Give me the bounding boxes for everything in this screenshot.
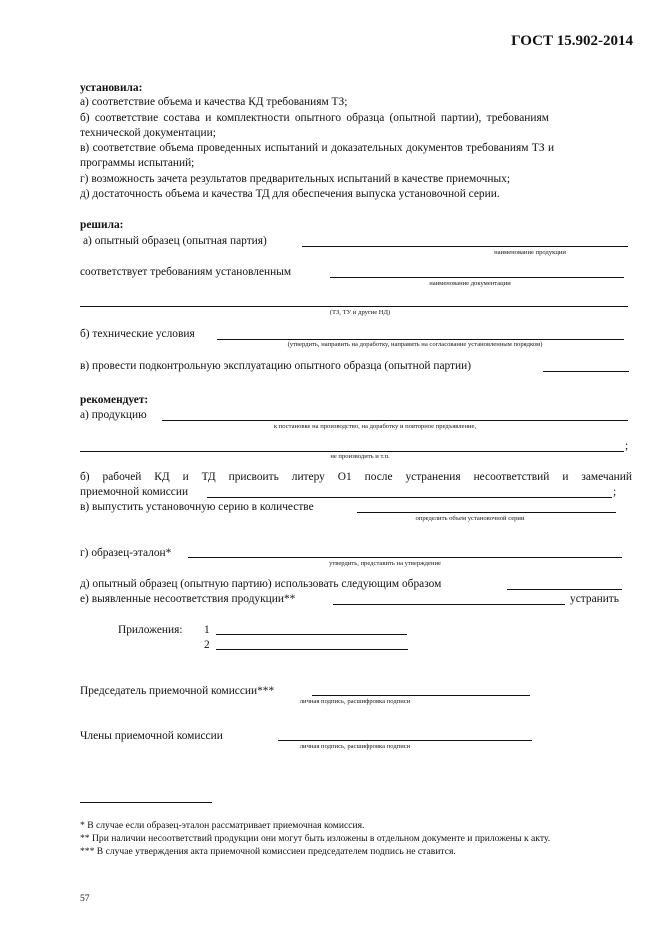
word: и [182,471,189,483]
attachment-number-2: 2 [204,639,210,651]
word: присвоить [228,471,279,483]
members-signature-field[interactable] [278,740,532,741]
footnote-2: ** При наличии несоответствий продукции они могут быть изложены в отдельном документе и приложены к акту. [80,833,551,844]
nonconformities-field[interactable] [333,604,565,605]
series-quantity-caption: определить объем установочной серии [415,515,525,522]
recommends-b-end: ; [613,486,617,498]
decided-c-label: в) провести подконтрольную эксплуатацию опытного образца (опытной партии) [80,360,472,372]
documents-caption: (ТЗ, ТУ и другие НД) [329,309,391,316]
documents-field[interactable] [80,306,628,307]
recommends-b-line2: приемочной комиссии [80,486,189,498]
established-item-d: г) возможность зачета результатов предварительных испытаний в качестве приемочных; [80,173,510,185]
production-decision-caption-2: не производить и т.п. [330,453,390,460]
chairman-signature-field[interactable] [312,695,530,696]
footnote-3: *** В случае утверждения акта приемочной комиссиеи председателем подпись не ставится. [80,846,456,857]
word: ТД [201,471,216,483]
decided-a-label: а) опытный образец (опытная партия) [83,235,267,247]
word: после [364,471,393,483]
commission-remarks-field[interactable] [207,497,612,498]
documentation-name-caption: наименование документации [429,280,511,287]
established-item-b: б) соответствие состава и комплектности опытного образца (опытной партии), требованиям [80,112,549,124]
complies-label: соответствует требованиям установленным [80,266,292,278]
sample-usage-field[interactable] [507,589,622,590]
established-item-a: а) соответствие объема и качества КД требованиям ТЗ; [80,96,348,108]
word: и [562,471,569,483]
attachment-number-1: 1 [204,624,210,636]
word: КД [154,471,170,483]
established-item-c-cont: программы испытаний; [80,157,195,169]
members-signature-caption: личная подпись, расшифровка подписи [299,743,411,750]
product-name-field[interactable] [302,246,628,247]
attachment-field-1[interactable] [216,634,407,635]
reference-sample-caption: утвердить, представить на утверждение [329,560,441,567]
recommends-title: рекомендует: [80,394,149,406]
chairman-signature-caption: личная подпись, расшифровка подписи [299,698,411,705]
recommends-f-label: е) выявленные несоответствия продукции** [80,593,296,605]
letter-o1: О1 [337,471,352,483]
word: несоответствий [473,471,550,483]
production-decision-field[interactable] [162,420,628,421]
product-name-caption: наименование продукции [494,249,566,256]
word: литеру [291,471,325,483]
footnote-1: * В случае если образец-эталон рассматривает приемочная комиссия. [80,820,365,831]
footnote-separator [80,802,212,803]
production-decision-end: ; [625,440,629,452]
recommends-e-label: д) опытный образец (опытную партию) использовать следующим образом [80,578,442,590]
controlled-operation-field[interactable] [543,371,629,372]
recommends-f-end: устранить [570,593,619,605]
technical-conditions-caption: (утвердить, направить на доработку, направить на согласование установленным порядком) [287,341,543,348]
documentation-name-field[interactable] [330,277,624,278]
word: б) [80,471,90,483]
recommends-a-label: а) продукцию [80,409,147,421]
established-item-e: д) достаточность объема и качества ТД для обеспечения выпуска установочной серии. [80,188,500,200]
attachment-field-2[interactable] [216,649,408,650]
reference-sample-field[interactable] [188,557,622,558]
recommends-d-label: г) образец-эталон* [80,547,172,559]
word: устранения [405,471,461,483]
decided-b-label: б) технические условия [80,328,195,340]
established-title: установила: [80,82,143,94]
production-decision-caption: к постановке на производство, на доработку и повторное предъявление, [273,423,477,430]
decided-title: решила: [80,219,124,231]
series-quantity-field[interactable] [357,512,616,513]
established-item-b-cont: технической документации; [80,127,216,139]
members-label: Члены приемочной комиссии [80,730,223,742]
recommends-b-line [80,470,632,484]
word: замечаний [581,471,632,483]
document-number: ГОСТ 15.902-2014 [511,33,633,49]
technical-conditions-field[interactable] [217,339,624,340]
word: рабочей [102,471,142,483]
established-item-c: в) соответствие объема проведенных испытаний и доказательных документов требованиям ТЗ и [80,142,555,154]
recommends-c-label: в) выпустить установочную серию в количестве [80,501,314,513]
attachments-label: Приложения: [118,624,183,636]
page-number: 57 [80,893,90,904]
production-decision-field-2[interactable] [80,451,624,452]
chairman-label: Председатель приемочной комиссии*** [80,685,275,697]
